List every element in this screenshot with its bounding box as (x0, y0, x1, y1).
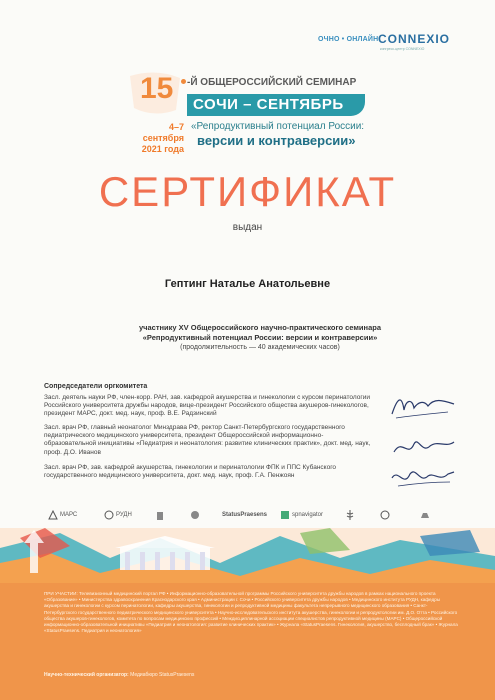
organizer-line (44, 672, 194, 678)
cochair-3: Засл. врач РФ, зав. кафедрой акушерства, гинекологии и перинатологии ФПК и ППС Кубанского государственного медицинского университета, докт. мед. наук, проф. Г.А. Пенжоян (44, 464, 337, 480)
building-icon (155, 510, 165, 520)
organizer-value: Медиабюро StatusPraesens (130, 672, 195, 678)
partner-name-spnavigator: spnavigator (292, 512, 324, 518)
certificate-title: СЕРТИФИКАТ (98, 168, 397, 215)
partner-name-mars: МАРС (60, 512, 78, 518)
dates-line-1: 4–7 сентября (142, 122, 184, 143)
cochairs-heading: Сопредседатели оргкомитета (44, 383, 148, 390)
partner-name-rudn: РУДН (116, 512, 132, 518)
duration-text: (продолжительность — 40 академических часов) (180, 344, 340, 351)
partner-logo-spnavigator (280, 507, 323, 523)
signature-2 (388, 432, 458, 462)
seminar-number: 15 (140, 72, 174, 105)
seminar-title: -Й ОБЩЕРОССИЙСКИЙ СЕМИНАР (187, 77, 357, 88)
round-emblem-icon (380, 510, 390, 520)
footer-participants-text: ПРИ УЧАСТИИ: Телевизионный медицинский портал РФ • Информационно-образовательной программы Российского университета дружбы народов в рамках национального проекта «Образование» • Министерства здравоохранения Краснодарского края • Администрации г. Сочи • Российского университета дружбы народов • Медицинского института РУДН, кафедры акушерства и гинекологии с курсом перинатологии, кафедры акушерства, гинекологии и репродуктивной медицины факультета непрерывного медицинского образования • Санкт-Петербургского государственного педиатрического медицинского университета • Научно-исследовательского института акушерства, гинекологии и репродуктологии им. Д.О. Отта • Российского общества акушеров-гинекологов, комитета по вопросам медицинских профессий • Междисциплинарной ассоциации специалистов репродуктивной медицины (МАРС) • Общероссийской информационно-образовательной инициативы «Педиатрия и неонатология: развитие клинических практик» • Журнала «StatusPraesens. Гинекология, акушерство, бесплодный брак» • Журнала «StatusPraesens. Педиатрия и неонатология» (44, 591, 458, 634)
cochair-1: Засл. деятель науки РФ, член-корр. РАН, зав. кафедрой акушерства и гинекологии с курсом перинатологии Российского университета дружбы народов, вице-президент Российского общества акушеров-гинекологов, президент МАРС, докт. мед. наук, проф. В.Е. Радзинский (44, 394, 371, 418)
organizer-label: Научно-технический организатор: (44, 672, 129, 678)
partner-logo-building (155, 507, 165, 523)
partner-logo-statuspraesens (222, 507, 267, 523)
participation-text (110, 323, 410, 343)
mars-icon (48, 510, 58, 520)
signature-3 (388, 464, 458, 494)
emblem-icon (190, 510, 200, 520)
cochair-2: Засл. врач РФ, главный неонатолог Минздрава РФ, ректор Санкт-Петербургского государственного педиатрического медицинского университета, президент Общероссийской информационно-образовательной инициативы «Педиатрия и неонатология: развитие клинических практик», докт. мед. наук, проф. Д.О. Иванов (44, 424, 371, 456)
dot-decoration (181, 79, 186, 84)
partner-icon (420, 510, 430, 520)
issued-label: выдан (232, 222, 263, 233)
partner-logo-mars (48, 507, 77, 523)
connexio-logo-subtitle: конгресс-центр CONNEXIO (380, 47, 425, 51)
seminar-city: СОЧИ – СЕНТЯБРЬ (193, 96, 344, 113)
partner-logo-caduceus (345, 507, 355, 523)
recipient-name: Гептинг Наталье Анатольевне (164, 278, 331, 290)
partner-logo-round (380, 507, 390, 523)
partner-logo-rudn (104, 507, 132, 523)
seminar-subtitle-line-1: «Репродуктивный потенциал России: (191, 121, 365, 132)
partner-logo-last (420, 507, 430, 523)
dates-line-2: 2021 года (141, 144, 184, 154)
signature-1 (388, 392, 458, 422)
connexio-logo: CONNEXIO (378, 32, 451, 46)
partner-logo-emblem (190, 507, 200, 523)
rudn-icon (104, 510, 114, 520)
spnavigator-icon (280, 510, 290, 520)
seminar-subtitle-line-2: версии и контраверсии» (197, 133, 356, 148)
participation-line-1: участнику XV Общероссийского научно-практического семинара (138, 323, 381, 332)
seminar-dates (128, 122, 184, 155)
city-illustration-banner (0, 528, 495, 583)
format-label: ОЧНО • ОНЛАЙН (318, 36, 379, 43)
partner-name-statuspraesens: StatusPraesens (222, 512, 268, 518)
participation-line-2: «Репродуктивный потенциал России: версии и контраверсии» (142, 333, 378, 342)
caduceus-icon (345, 510, 355, 520)
